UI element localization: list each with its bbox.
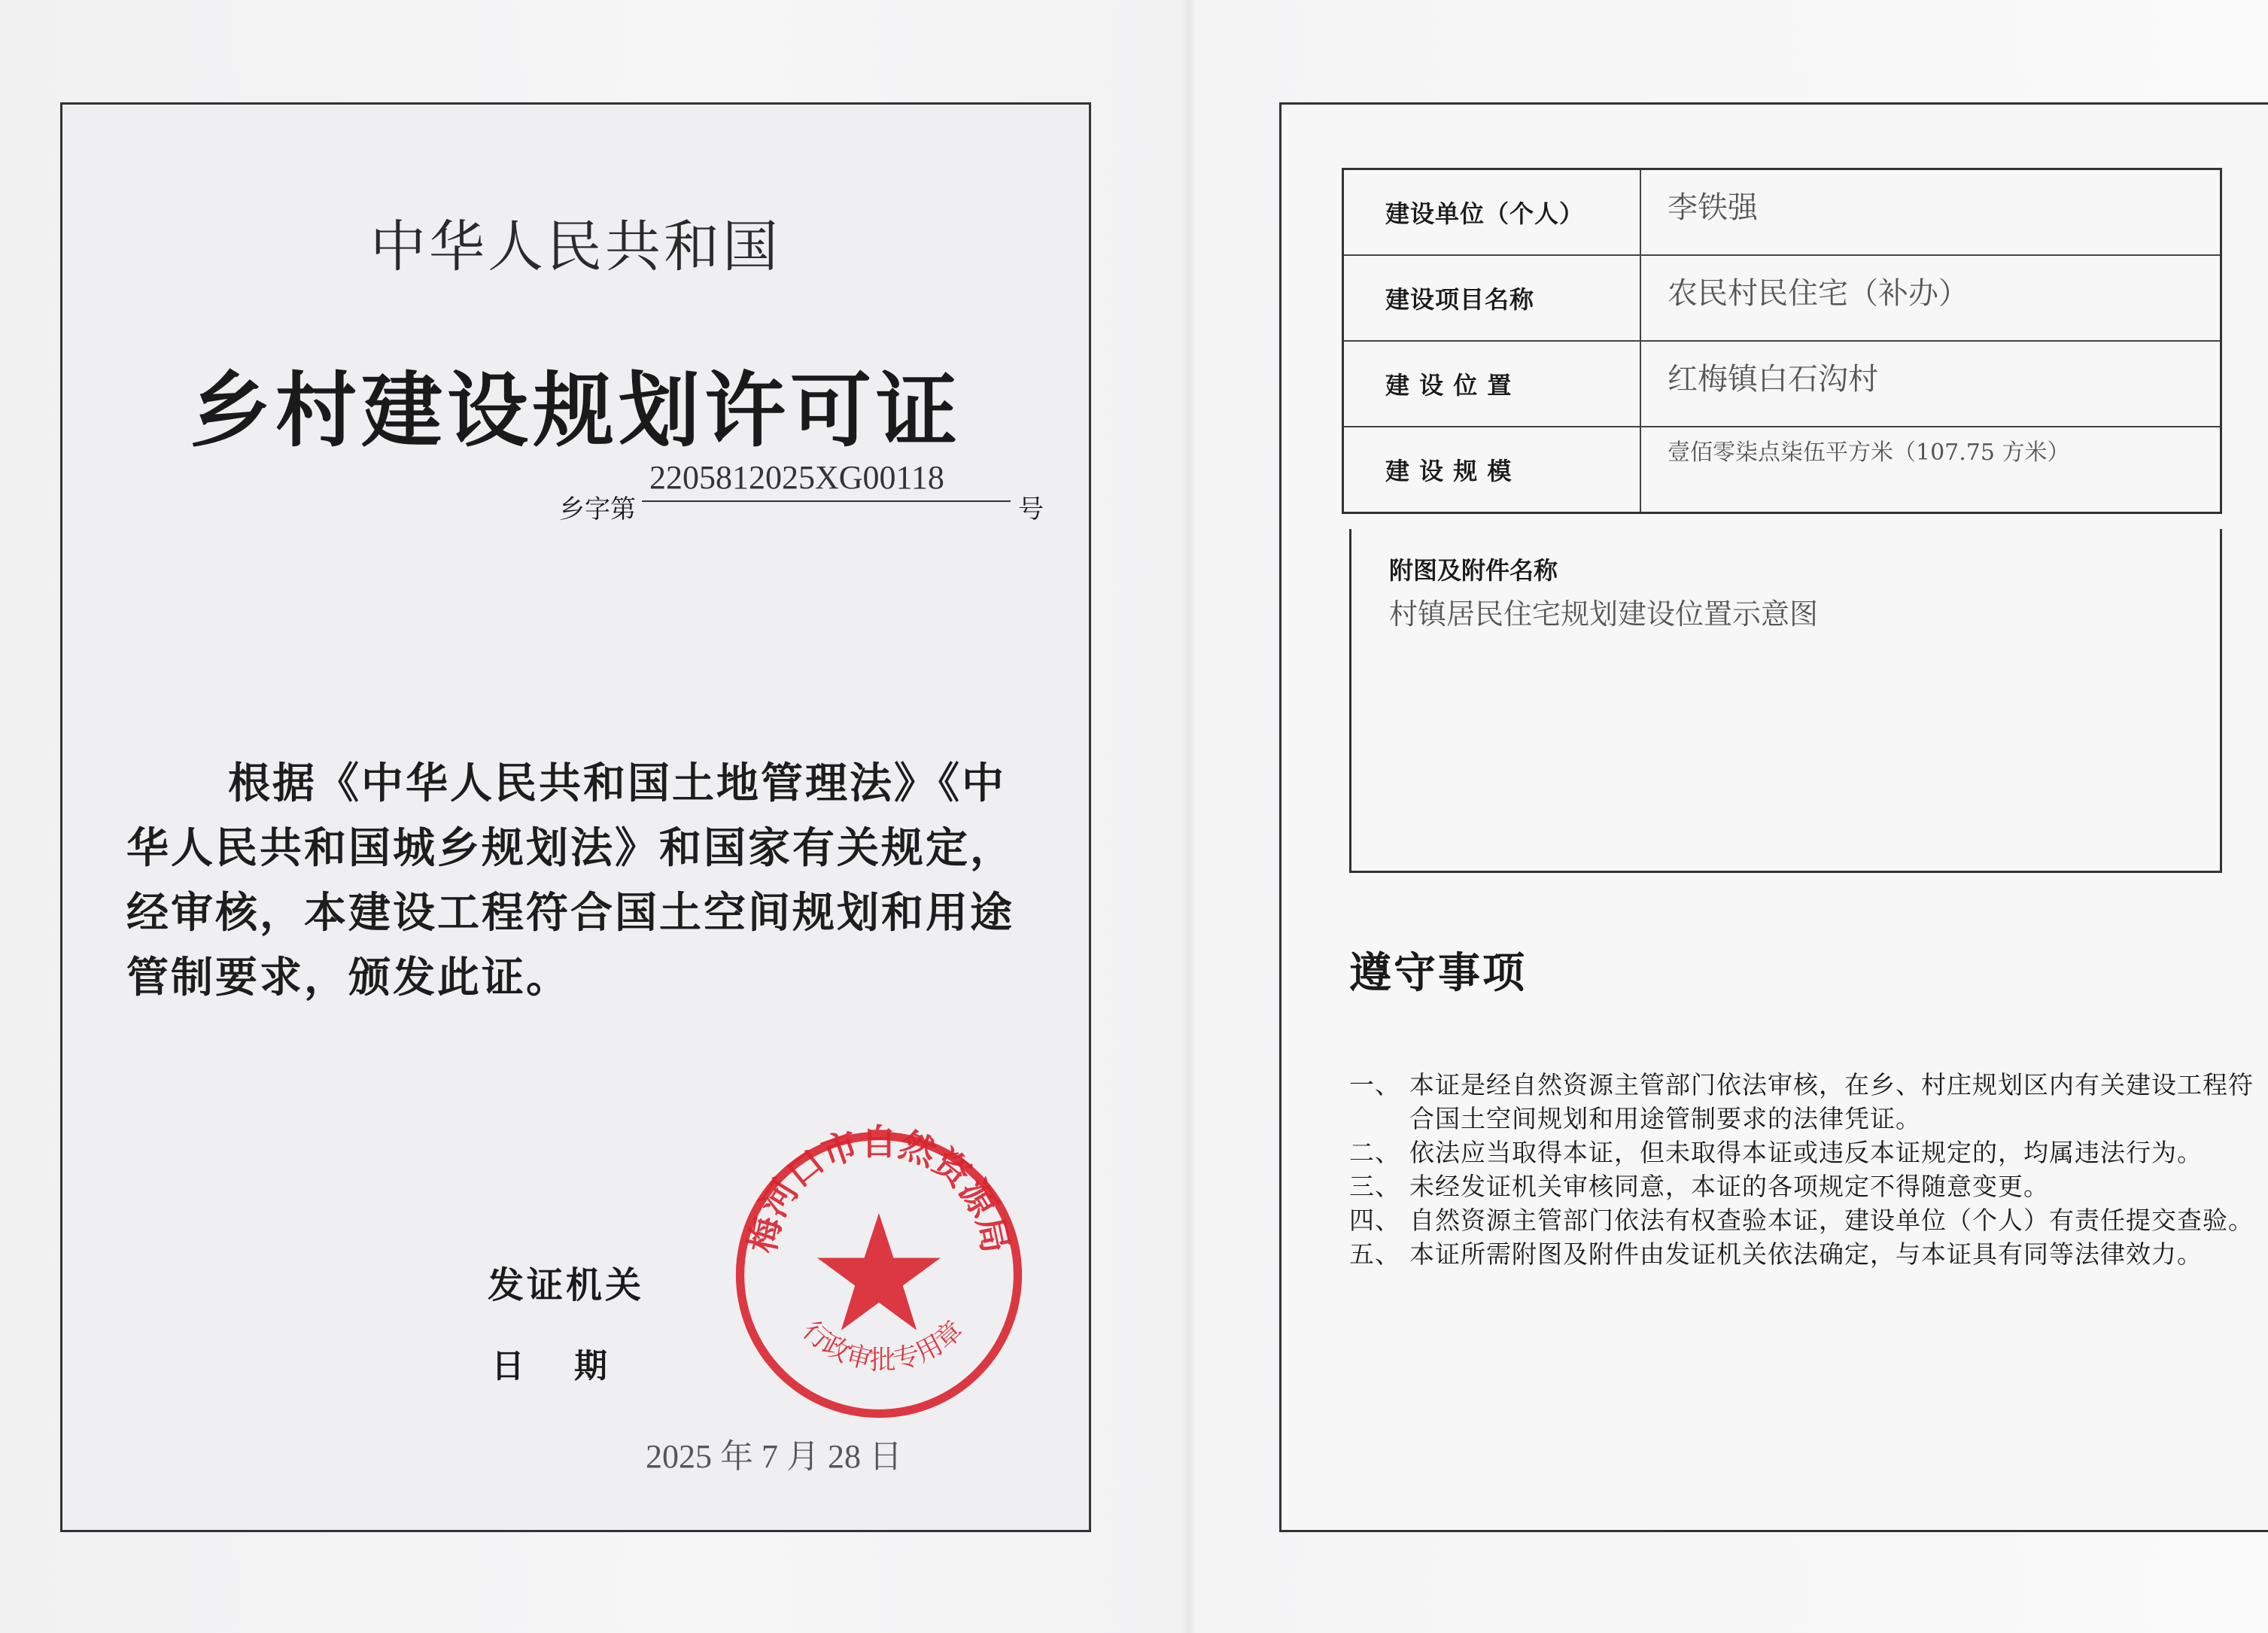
list-item <box>1349 1237 2268 1271</box>
note-text: 未经发证机关审核同意，本证的各项规定不得随意变更。 <box>1409 1172 2049 1201</box>
cert-number-underline <box>642 500 1011 502</box>
note-number: 五、 <box>1349 1239 1400 1269</box>
row-label: 建设项目名称 <box>1344 256 1641 340</box>
row-value: 农民村民住宅（补办） <box>1668 276 1969 311</box>
note-text: 本证所需附图及附件由发证机关依法确定，与本证具有同等法律效力。 <box>1409 1239 2203 1269</box>
issue-date: 2025 年 7 月 28 日 <box>646 1438 902 1475</box>
date-label-2: 期 <box>574 1347 607 1385</box>
note-text: 依法应当取得本证，但未取得本证或违反本证规定的，均属违法行为。 <box>1409 1138 2203 1167</box>
table-row <box>1344 342 2220 427</box>
certificate-body <box>126 752 1044 1011</box>
date-label-1: 日 <box>491 1347 524 1385</box>
date-label <box>491 1339 657 1387</box>
note-number: 一、 <box>1349 1070 1400 1099</box>
note-text: 本证是经自然资源主管部门依法审核，在乡、村庄规划区内有关建设工程符合国土空间规划和用途管制要求的法律凭证。 <box>1409 1070 2254 1133</box>
issuer-label: 发证机关 <box>488 1264 645 1306</box>
certificate-title: 乡村建设规划许可证 <box>189 364 962 458</box>
page-fold <box>1181 0 1196 1633</box>
country-name: 中华人民共和国 <box>370 214 781 279</box>
official-seal <box>725 1121 1033 1429</box>
row-label: 建 设 规 模 <box>1344 427 1641 512</box>
table-row <box>1344 427 2220 512</box>
row-label: 建 设 位 置 <box>1344 342 1641 426</box>
row-value: 壹佰零柒点柒伍平方米（107.75 方米） <box>1668 439 2070 466</box>
row-value: 李铁强 <box>1668 190 1758 225</box>
row-value: 红梅镇白石沟村 <box>1668 362 1878 397</box>
attachments-label: 附图及附件名称 <box>1389 556 1558 585</box>
notes-title: 遵守事项 <box>1349 949 1527 998</box>
attachments-value: 村镇居民住宅规划建设位置示意图 <box>1389 598 1819 631</box>
certificate-body-text: 根据《中华人民共和国土地管理法》《中华人民共和国城乡规划法》和国家有关规定，经审核，本建设工程符合国土空间规划和用途管制要求，颁发此证。 <box>126 759 1014 1002</box>
seal-text-top: 梅河口市自然资源局 <box>741 1122 1017 1257</box>
info-table <box>1342 168 2222 514</box>
certificate-number <box>559 458 1116 525</box>
seal-star <box>817 1213 941 1330</box>
list-item <box>1349 1136 2268 1169</box>
list-item <box>1349 1068 2268 1136</box>
cert-number-prefix: 乡字第 <box>559 494 636 525</box>
note-number: 四、 <box>1349 1206 1400 1235</box>
seal-text-bottom: 行政审批专用章 <box>796 1315 969 1376</box>
table-row <box>1344 170 2220 256</box>
note-number: 三、 <box>1349 1172 1400 1201</box>
certificate-front <box>60 102 1091 1532</box>
cert-number-suffix: 号 <box>1018 494 1044 525</box>
list-item <box>1349 1169 2268 1203</box>
note-number: 二、 <box>1349 1138 1400 1167</box>
table-row <box>1344 256 2220 342</box>
cert-number-value: 2205812025XG00118 <box>649 459 944 496</box>
note-text: 自然资源主管部门依法有权查验本证，建设单位（个人）有责任提交查验。 <box>1409 1206 2254 1235</box>
list-item <box>1349 1203 2268 1237</box>
certificate-back <box>1279 102 2268 1532</box>
notes-list <box>1349 1068 2268 1271</box>
attachments-box <box>1349 529 2222 873</box>
row-label: 建设单位（个人） <box>1344 170 1641 254</box>
